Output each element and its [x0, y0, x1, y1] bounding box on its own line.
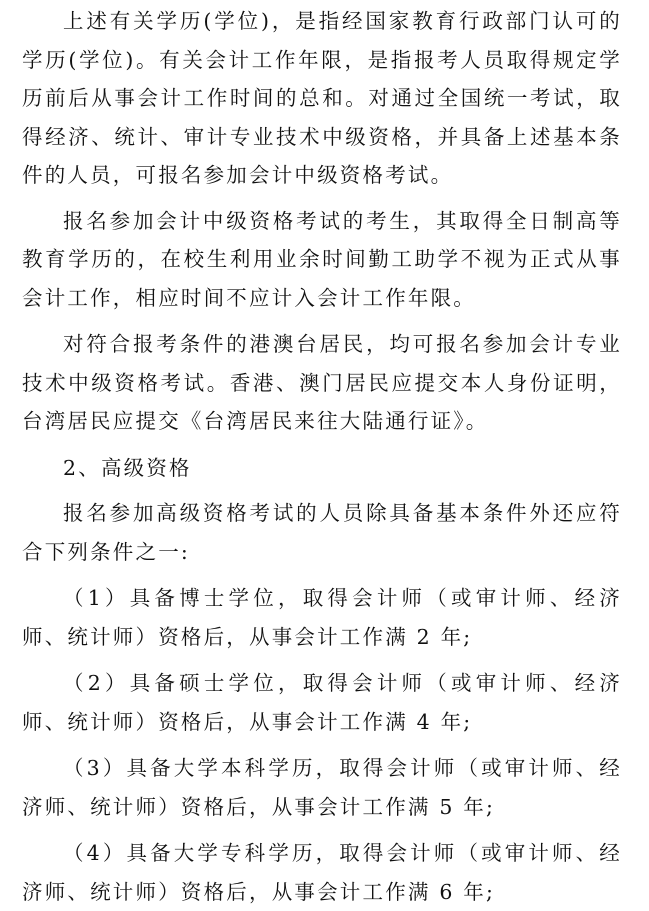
section-heading-senior-qualification: 2、高级资格 [63, 455, 192, 480]
list-item-condition-3: （3）具备大学本科学历，取得会计师（或审计师、经济师、统计师）资格后，从事会计工作满 5 年; [22, 756, 622, 819]
paragraph-senior-intro: 报名参加高级资格考试的人员除具备基本条件外还应符合下列条件之一: [22, 501, 622, 564]
list-item-condition-4: （4）具备大学专科学历，取得会计师（或审计师、经济师、统计师）资格后，从事会计工作满 6 年; [22, 841, 622, 904]
paragraph-degree-definition: 上述有关学历(学位)，是指经国家教育行政部门认可的学历(学位)。有关会计工作年限，是指报考人员取得规定学历前后从事会计工作时间的总和。对通过全国统一考试，取得经济、统计、审计专业技术中级资格，并具备上述基本条件的人员，可报名参加会计中级资格考试。 [22, 9, 622, 187]
document-body [22, 0, 622, 911]
paragraph-hk-macau-taiwan: 对符合报考条件的港澳台居民，均可报名参加会计专业技术中级资格考试。香港、澳门居民应提交本人身份证明，台湾居民应提交《台湾居民来往大陆通行证》。 [22, 332, 622, 433]
paragraph-fulltime-students: 报名参加会计中级资格考试的考生，其取得全日制高等教育学历的，在校生利用业余时间勤工助学不视为正式从事会计工作，相应时间不应计入会计工作年限。 [22, 208, 622, 310]
list-item-condition-2: （2）具备硕士学位，取得会计师（或审计师、经济师、统计师）资格后，从事会计工作满 4 年; [22, 671, 622, 734]
list-item-condition-1: （1）具备博士学位，取得会计师（或审计师、经济师、统计师）资格后，从事会计工作满 2 年; [22, 586, 622, 649]
